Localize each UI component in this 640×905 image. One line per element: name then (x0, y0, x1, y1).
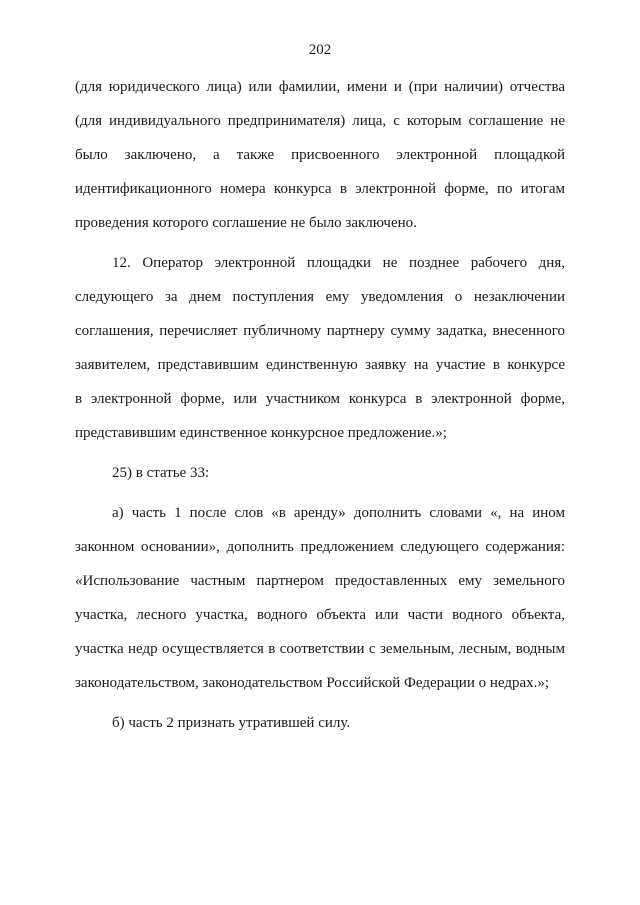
paragraph-continuation (75, 70, 565, 240)
text-line: 12. Оператор электронной площадки не позднее рабочего дня, (112, 255, 565, 271)
document-body (75, 70, 565, 740)
text-line: в электронной форме, или участником конкурса в электронной форме, (75, 391, 565, 407)
paragraph-subitem-a (75, 496, 565, 700)
text-line: законном основании», дополнить предложением следующего содержания: (75, 539, 565, 555)
text-line: (для индивидуального предпринимателя) лица, с которым соглашение не (75, 113, 565, 129)
text-line: представившим единственное конкурсное предложение.»; (75, 425, 447, 441)
text-line: было заключено, а также присвоенного электронной площадкой (75, 147, 565, 163)
paragraph-item-25 (75, 456, 565, 490)
page-number: 202 (308, 42, 332, 58)
paragraph-subitem-b (75, 706, 565, 740)
paragraph-item-12 (75, 246, 565, 450)
text-line: заявителем, представившим единственную заявку на участие в конкурсе (75, 357, 565, 373)
text-line: (для юридического лица) или фамилии, имени и (при наличии) отчества (75, 79, 565, 95)
text-line: следующего за днем поступления ему уведомления о незаключении (75, 289, 565, 305)
text-line: проведения которого соглашение не было заключено. (75, 215, 417, 231)
text-line: законодательством, законодательством Российской Федерации о недрах.»; (75, 675, 550, 691)
text-line: участка, лесного участка, водного объекта или части водного объекта, (75, 607, 565, 623)
text-line: 25) в статье 33: (112, 465, 210, 481)
text-line: «Использование частным партнером предоставленных ему земельного (75, 573, 565, 589)
text-line: соглашения, перечисляет публичному партнеру сумму задатка, внесенного (75, 323, 565, 339)
text-line: идентификационного номера конкурса в электронной форме, по итогам (75, 181, 565, 197)
text-line: а) часть 1 после слов «в аренду» дополнить словами «, на ином (112, 505, 565, 521)
text-line: участка недр осуществляется в соответствии с земельным, лесным, водным (75, 641, 565, 657)
text-line: б) часть 2 признать утратившей силу. (112, 715, 351, 731)
